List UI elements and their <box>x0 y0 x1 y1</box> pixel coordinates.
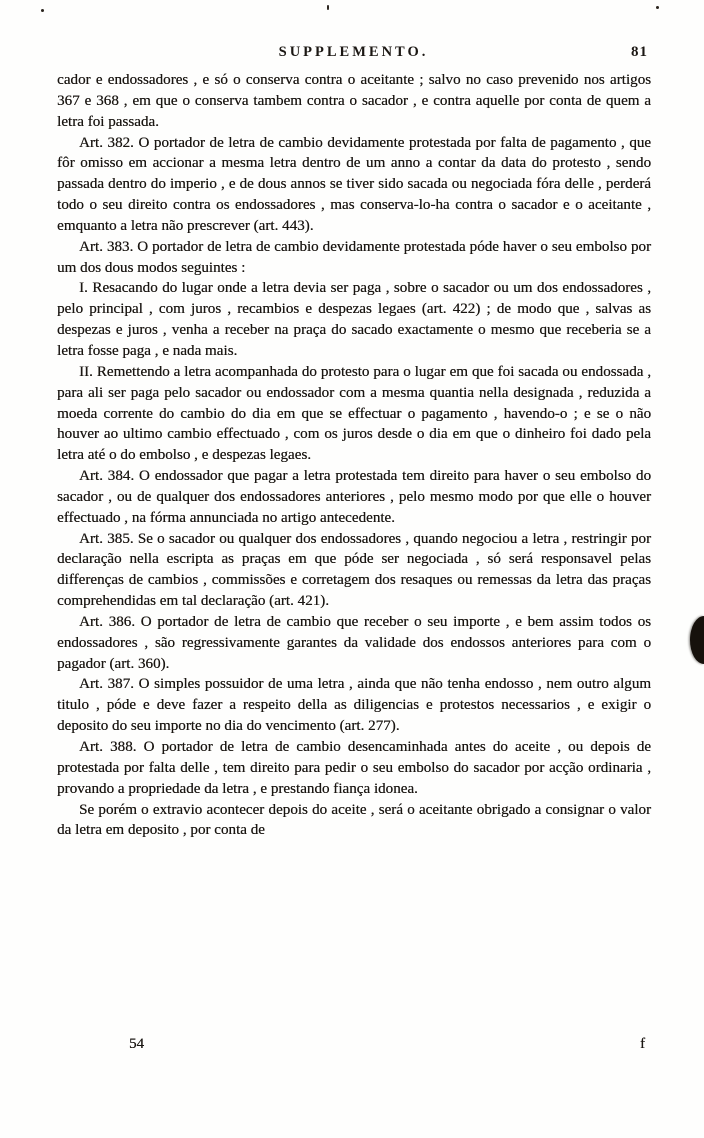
page-text-block <box>57 70 651 841</box>
paragraph-art-385: Art. 385. Se o sacador ou qualquer dos endossadores , quando negociou a letra , restringir por declaração nella escripta as praças em que póde ser negociada , só será responsavel pelas differenças de cambios , commissões e corretagem dos resaques ou remessas da letra das praças comprehendidas em tal declaração (art. 421). <box>57 530 651 610</box>
signature-number: 54 <box>129 1036 144 1052</box>
paragraph-closing: Se porém o extravio acontecer depois do aceite , será o aceitante obrigado a consignar o valor da letra em deposito , por conta de <box>57 801 651 839</box>
paragraph-item-i: I. Resacando do lugar onde a letra devia ser paga , sobre o sacador ou um dos endossadores , pelo principal , com juros , recambios e despezas legaes (art. 422) ; de modo que , salvas as despezas e juros , venha a receber na praça do sacado exactamente o mesmo que receberia se a letra fosse paga , e nada mais. <box>57 280 651 359</box>
paragraph-item-ii: II. Remettendo a letra acompanhada do protesto para o lugar em que foi sacada ou endossada , para ali ser paga pelo sacador ou endossador com a mesma quantia nella designada , reduzida a moeda corrente do cambio do dia em que se effectuar o pagamento , havendo-o ; e se o não houver ao ultimo cambio effectuado , com os juros desde o dia em que o dinheiro foi dado pela letra até o do embolso , e despezas legaes. <box>57 363 651 464</box>
page-number: 81 <box>631 44 648 60</box>
paragraph-art-383: Art. 383. O portador de letra de cambio devidamente protestada póde haver o seu embolso por um dos dous modos seguintes : <box>57 238 651 276</box>
paragraph-art-382: Art. 382. O portador de letra de cambio devidamente protestada por falta de pagamento , que fôr omisso em accionar a mesma letra dentro de um anno a contar da data do protesto , sendo passada dentro do imperio , e de dous annos se tiver sido sacada ou negociada fóra delle , perderá todo o seu direito contra os endossadores , mas conserva-lo-ha contra o sacador e o aceitante , emquanto a letra não prescrever (art. 443). <box>57 134 651 234</box>
catchword: f <box>640 1036 645 1052</box>
scan-speck <box>656 6 659 9</box>
page-footer <box>57 1036 651 1058</box>
running-title: SUPPLEMENTO. <box>278 44 429 60</box>
scan-speck <box>41 9 44 12</box>
ink-smudge-artifact <box>690 616 704 664</box>
paragraph-continuation: cador e endossadores , e só o conserva contra o aceitante ; salvo no caso prevenido nos artigos 367 e 368 , em que o conserva tambem contra o sacador , e contra aquelle por conta de quem a letra foi passada. <box>57 72 651 130</box>
scan-speck <box>327 5 329 10</box>
paragraph-art-388: Art. 388. O portador de letra de cambio desencaminhada antes do aceite , ou depois de protestada por falta delle , tem direito para pedir o seu embolso do sacador por acção ordinaria , provando a propriedade da letra , e prestando fiança idonea. <box>57 739 651 797</box>
paragraph-art-386: Art. 386. O portador de letra de cambio que receber o seu importe , e bem assim todos os endossadores , são regressivamente garantes da validade dos endossos anteriores para com o pagador (art. 360). <box>57 613 651 672</box>
paragraph-art-387: Art. 387. O simples possuidor de uma letra , ainda que não tenha endosso , nem outro algum titulo , póde e deve fazer a respeito della as diligencias e protestos necessarios , e exigir o deposito do seu importe no dia do vencimento (art. 277). <box>57 676 651 735</box>
paragraph-art-384: Art. 384. O endossador que pagar a letra protestada tem direito para haver o seu embolso do sacador , ou de qualquer dos endossadores anteriores , pelo mesmo modo por que elle o houver effectuado , na fórma annunciada no artigo antecedente. <box>57 468 651 526</box>
running-head <box>57 44 650 64</box>
